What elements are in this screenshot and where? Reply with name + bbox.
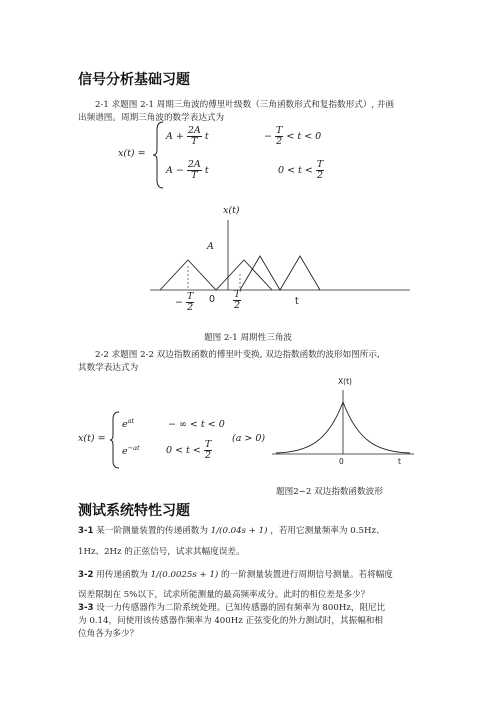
q21-line2: 出频谱图。周期三角波的数学表达式为 [78, 113, 225, 123]
q31-line1: 3-1 某一阶测量装置的传递函数为 1/(0.04s + 1) ，若用它测量频率为 0.5Hz、 [78, 526, 385, 536]
fig22-curve-left [276, 402, 343, 453]
fig22-origin: 0 [339, 457, 344, 466]
q33-line2: 为 0.14，问使用该传感器作频率为 400Hz 正弦变化的外力测试时，其振幅和相 [78, 616, 383, 626]
fig21-ylabel: x(t) [223, 205, 240, 216]
fig21-caption: 题图 2-1 周期性三角波 [203, 333, 293, 343]
q22-line2: 其数学表达式为 [78, 363, 139, 373]
q22-eq-brace [109, 410, 121, 470]
fig21-xlabel: t [295, 296, 299, 307]
q22-case2-cond: 0 < t < $\frac{T}{2}$ [166, 439, 212, 461]
section-title-signal: 信号分析基础习题 [78, 72, 190, 88]
fig22-ylabel: X(t) [338, 377, 352, 386]
q32-line2: 误差限制在 5%以下，试求所能测量的最高频率成分。此时的相位差是多少？ [78, 590, 370, 600]
fig22-xlabel: t [398, 457, 401, 466]
q22-param: (a > 0) [232, 433, 266, 444]
q22-case1-cond: − ∞ < t < 0 [168, 419, 225, 430]
q22-case1: $e^{at}$ [122, 417, 135, 431]
fig21-amp: A [207, 241, 214, 252]
q21-case1: A + $\frac{2A}{T}$ t [166, 125, 209, 147]
q21-line1: 2-1 求题图 2-1 周期三角波的傅里叶级数（三角函数形式和复指数形式）, 并画 [95, 100, 395, 110]
q32-line1: 3-2 用传递函数为 1/(0.0025s + 1) 的一阶测量装置进行周期信号测量。若将幅度 [78, 570, 393, 580]
q22-eq-lhs: x(t) = [78, 433, 106, 444]
fig22-curve-right [343, 402, 410, 453]
q21-case1-cond: − $\frac{T}{2}$ < t < 0 [264, 125, 322, 147]
fig21-wave-right [240, 256, 320, 290]
q22-case2: $e^{-at}$ [122, 444, 140, 458]
fig21-tick-pos-label: $\frac{T}{2}$ [234, 289, 241, 311]
q21-eq-lhs: x(t) = [118, 148, 146, 159]
section-title-system: 测试系统特性习题 [78, 503, 190, 519]
q21-eq-brace [152, 120, 166, 190]
q33-line3: 位角各为多少？ [78, 629, 139, 639]
q21-case2-cond: 0 < t < $\frac{T}{2}$ [278, 159, 324, 181]
q31-line2: 1Hz、2Hz 的正弦信号，试求其幅度误差。 [78, 547, 245, 557]
fig22-caption: 题图2−2 双边指数函数波形 [276, 487, 383, 497]
fig21-tick-neg-label: − $\frac{T}{2}$ [175, 291, 194, 313]
q33-line1: 3-3 设一力传感器作为二阶系统处理。已知传感器的固有频率为 800Hz，阻尼比 [78, 603, 386, 613]
q22-line1: 2-2 求题图 2-2 双边指数函数的傅里叶变换, 双边指数函数的波形如图所示, [95, 350, 380, 360]
fig21-origin: 0 [209, 294, 216, 305]
q21-case2: A − $\frac{2A}{T}$ t [166, 159, 209, 181]
